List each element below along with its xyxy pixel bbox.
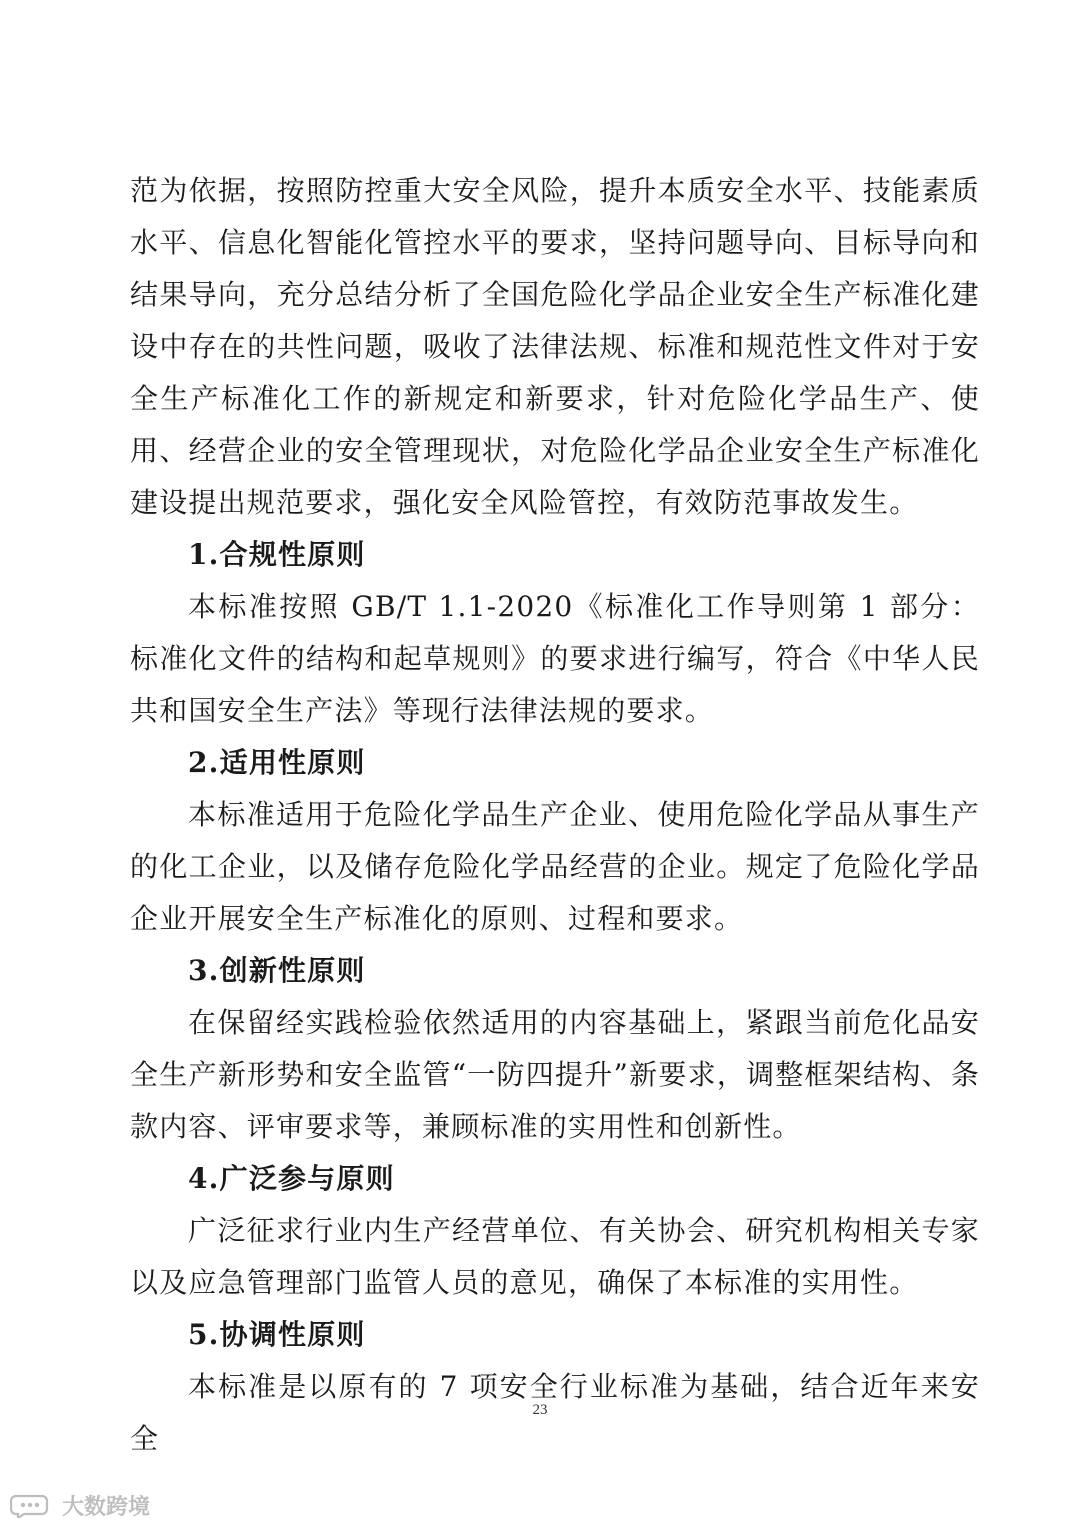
section-body-innovation: 在保留经实践检验依然适用的内容基础上，紧跟当前危化品安全生产新形势和安全监管“一防四提升”新要求，调整框架结构、条款内容、评审要求等，兼顾标准的实用性和创新性。 <box>130 1006 980 1143</box>
intro-paragraph: 范为依据，按照防控重大安全风险，提升本质安全水平、技能素质水平、信息化智能化管控水平的要求，坚持问题导向、目标导向和结果导向，充分总结分析了全国危险化学品企业安全生产标准化建设中存在的共性问题，吸收了法律法规、标准和规范性文件对于安全生产标准化工作的新规定和新要求，针对危险化学品生产、使用、经营企业的安全管理现状，对危险化学品企业安全生产标准化建设提出规范要求，强化安全风险管控，有效防范事故发生。 <box>130 174 980 519</box>
section-heading-compliance: 1.合规性原则 <box>188 538 366 571</box>
section-body-coordination: 本标准是以原有的 7 项安全行业标准为基础，结合近年来安全 <box>130 1370 980 1455</box>
section-heading-participation: 4.广泛参与原则 <box>188 1162 395 1195</box>
section-body-compliance: 本标准按照 GB/T 1.1-2020《标准化工作导则第 1 部分：标准化文件的结构和起草规则》的要求进行编写，符合《中华人民共和国安全生产法》等现行法律法规的要求。 <box>130 590 980 727</box>
watermark <box>10 1490 150 1520</box>
section-body-participation: 广泛征求行业内生产经营单位、有关协会、研究机构相关专家以及应急管理部门监管人员的意见，确保了本标准的实用性。 <box>130 1214 980 1299</box>
page-number: 23 <box>532 1402 548 1418</box>
section-heading-coordination: 5.协调性原则 <box>188 1318 366 1351</box>
watermark-text: 大数跨境 <box>62 1494 151 1520</box>
section-heading-innovation: 3.创新性原则 <box>188 954 366 987</box>
chat-bubble-icon <box>10 1492 56 1518</box>
document-body <box>130 165 980 1465</box>
section-heading-applicability: 2.适用性原则 <box>188 746 366 779</box>
section-body-applicability: 本标准适用于危险化学品生产企业、使用危险化学品从事生产的化工企业，以及储存危险化学品经营的企业。规定了危险化学品企业开展安全生产标准化的原则、过程和要求。 <box>130 798 980 935</box>
